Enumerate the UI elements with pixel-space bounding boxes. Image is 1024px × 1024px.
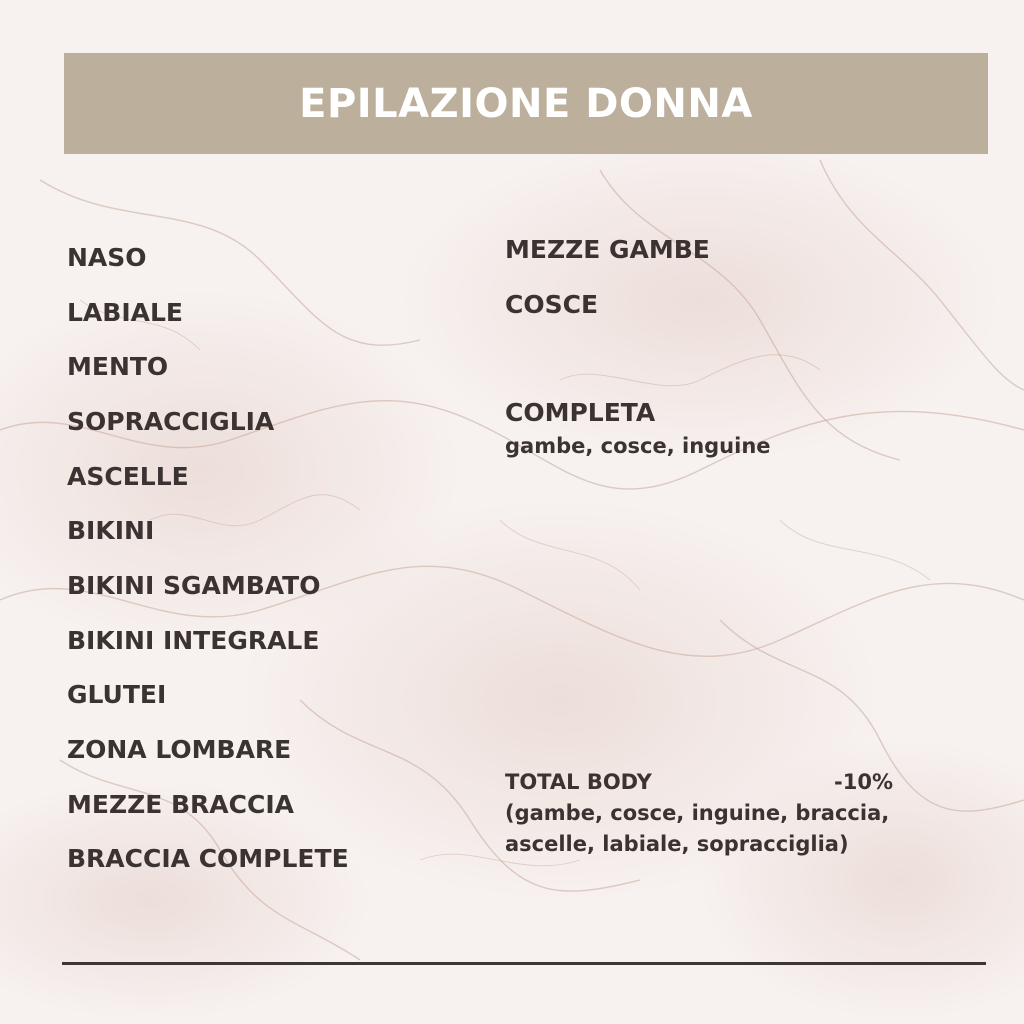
service-mezze-gambe: MEZZE GAMBE — [505, 235, 710, 264]
page-title: EPILAZIONE DONNA — [299, 80, 753, 127]
service-labiale: LABIALE — [67, 298, 183, 327]
service-braccia-complete: BRACCIA COMPLETE — [67, 844, 349, 873]
service-sopracciglia: SOPRACCIGLIA — [67, 407, 275, 436]
service-ascelle: ASCELLE — [67, 462, 189, 491]
service-completa: COMPLETA — [505, 398, 656, 427]
service-total-body: TOTAL BODY — [505, 770, 652, 794]
service-glutei: GLUTEI — [67, 680, 167, 709]
service-mento: MENTO — [67, 352, 169, 381]
service-completa-detail: gambe, cosce, inguine — [505, 434, 771, 458]
service-bikini-integrale: BIKINI INTEGRALE — [67, 626, 320, 655]
title-banner — [64, 53, 988, 154]
bottom-divider — [62, 962, 986, 965]
total-body-detail-line1: (gambe, cosce, inguine, braccia, — [505, 801, 890, 825]
service-mezze-braccia: MEZZE BRACCIA — [67, 790, 294, 819]
service-bikini: BIKINI — [67, 516, 155, 545]
service-naso: NASO — [67, 243, 147, 272]
total-body-detail-line2: ascelle, labiale, sopracciglia) — [505, 832, 849, 856]
service-zona-lombare: ZONA LOMBARE — [67, 735, 292, 764]
total-body-discount: -10% — [834, 770, 893, 794]
service-bikini-sgambato: BIKINI SGAMBATO — [67, 571, 321, 600]
service-cosce: COSCE — [505, 290, 599, 319]
